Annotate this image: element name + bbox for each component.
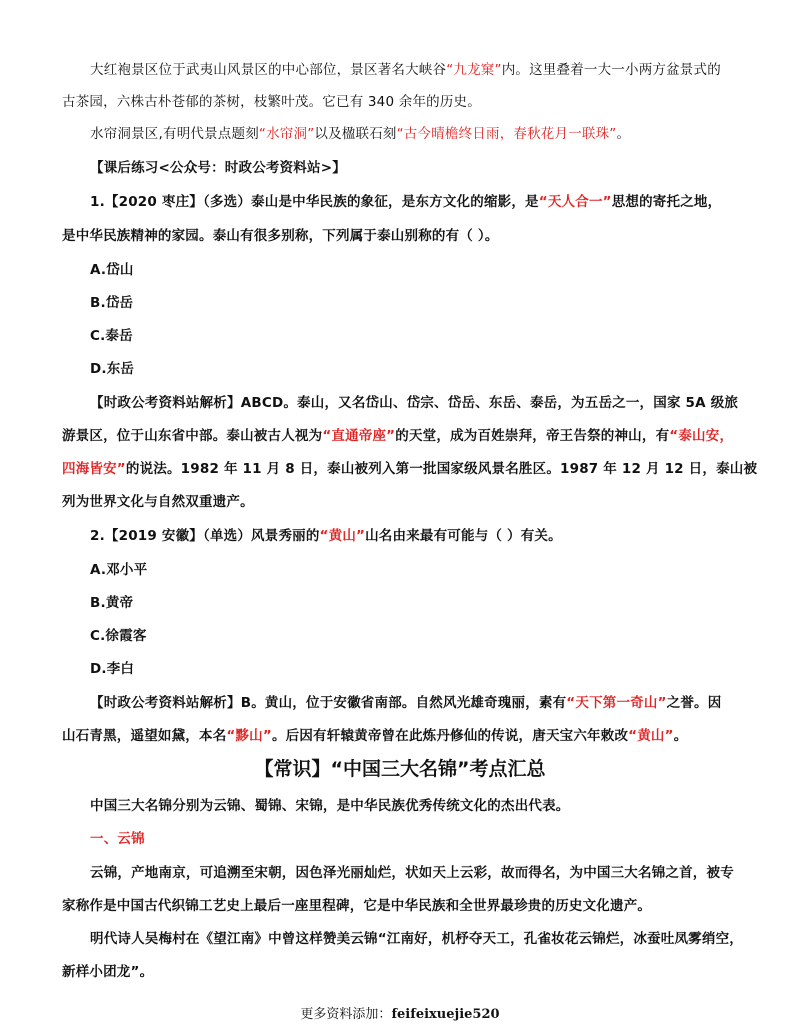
summary-paragraph (90, 796, 740, 816)
highlight-text: “泰山安， (669, 428, 734, 444)
yunjin-line-1 (90, 863, 740, 883)
question-2-line-1 (90, 526, 740, 546)
text: 游景区，位于山东省中部。泰山被古人视为 (62, 428, 323, 444)
intro-paragraph-1-line-1 (90, 60, 740, 80)
text: 一、云锦 (90, 831, 145, 847)
question-1-option-b: B.岱岳 (90, 295, 134, 311)
text: 的天堂，成为百姓崇拜，帝王告祭的神山，有 (395, 428, 670, 444)
question-2-option-c: C.徐霞客 (90, 628, 147, 644)
question-1-answer-line-2 (62, 426, 740, 446)
highlight-text: “黄山” (319, 528, 366, 544)
intro-paragraph-1-line-2 (62, 92, 740, 112)
text: 以及楹联石刻 (314, 126, 397, 142)
text: 山名由来最有可能与（ ）有关。 (365, 528, 562, 544)
question-1-option-d: D.东岳 (90, 361, 135, 377)
text: 。后因有轩辕黄帝曾在此炼丹修仙的传说，唐天宝六年敕改 (271, 728, 629, 744)
question-1-line-1 (90, 192, 740, 212)
question-1-option-c: C.泰岳 (90, 328, 133, 344)
text: 大红袍景区位于武夷山风景区的中心部位，景区著名大峡谷 (90, 62, 447, 78)
text: 之誉。因 (666, 695, 722, 711)
highlight-text: “黄山” (628, 728, 674, 744)
highlight-text: “天人合一” (538, 194, 612, 210)
text: 【课后练习<公众号：时政公考资料站>】 (90, 160, 346, 176)
question-1-line-2 (62, 226, 740, 246)
highlight-text: “九龙窠” (446, 62, 502, 78)
yunjin-line-2 (62, 896, 740, 916)
text: 【时政公考资料站解析】ABCD。泰山，又名岱山、岱宗、岱岳、东岳、泰岳，为五岳之一，国家 5A 级旅 (90, 395, 739, 411)
highlight-text: 四海皆安” (62, 461, 126, 477)
question-2-answer-line-2 (62, 726, 740, 746)
highlight-text: “直通帝座” (322, 428, 396, 444)
text: 新样小团龙”。 (62, 964, 154, 980)
intro-paragraph-2 (90, 124, 740, 144)
practice-header (90, 158, 740, 178)
text: 中国三大名锦分别为云锦、蜀锦、宋锦，是中华民族优秀传统文化的杰出代表。 (90, 798, 570, 814)
text: 列为世界文化与自然双重遗产。 (62, 494, 254, 510)
text: 。 (673, 728, 688, 744)
text: 【时政公考资料站解析】B。黄山，位于安徽省南部。自然风光雄奇瑰丽，素有 (90, 695, 567, 711)
question-1-answer-line-3 (62, 459, 758, 479)
question-2-option-a: A.邓小平 (90, 562, 148, 578)
text: 山石青黑，遥望如黛，本名 (62, 728, 227, 744)
text: 古茶园，六株古朴苍郁的茶树，枝繁叶茂。它已有 340 余年的历史。 (62, 94, 481, 110)
footer-account: feifeixuejie520 (391, 1007, 500, 1022)
text: 1.【2020 枣庄】（多选）泰山是中华民族的象征，是东方文化的缩影，是 (90, 194, 539, 210)
text: 思想的寄托之地， (611, 194, 722, 210)
text: 云锦，产地南京，可追溯至宋朝，因色泽光丽灿烂，状如天上云彩，故而得名，为中国三大名锦之首，被专 (90, 865, 734, 881)
question-1-answer-line-1 (90, 393, 740, 413)
question-2-answer-line-1 (90, 693, 740, 713)
yunjin-line-3 (90, 929, 743, 949)
text: 的说法。1982 年 11 月 8 日，泰山被列入第一批国家级风景名胜区。1987 年 12 月 12 日，泰山被 (125, 461, 758, 477)
text: 水帘洞景区,有明代景点题刻 (90, 126, 259, 142)
text: 家称作是中国古代织锦工艺史上最后一座里程碑，它是中华民族和全世界最珍贵的历史文化遗产。 (62, 898, 652, 914)
highlight-text: “天下第一奇山” (566, 695, 667, 711)
text: 2.【2019 安徽】（单选）风景秀丽的 (90, 528, 320, 544)
section-title: 【常识】“中国三大名锦”考点汇总 (254, 758, 546, 780)
text: 。 (616, 126, 631, 142)
question-1-answer-line-4 (62, 492, 740, 512)
footer-label: 更多资料添加： (300, 1007, 392, 1022)
question-2-option-d: D.李白 (90, 661, 135, 677)
highlight-text: “黟山” (226, 728, 272, 744)
text: 是中华民族精神的家园。泰山有很多别称，下列属于泰山别称的有（ ）。 (62, 228, 499, 244)
text: 明代诗人吴梅村在《望江南》中曾这样赞美云锦“江南好，机杼夺天工，孔雀妆花云锦烂，冰蚕吐凤雾绡空， (90, 931, 743, 947)
footer (0, 1006, 800, 1024)
question-2-option-b: B.黄帝 (90, 595, 134, 611)
yunjin-line-4 (62, 962, 740, 982)
highlight-text: “水帘洞” (258, 126, 315, 142)
text: 内。这里叠着一大一小两方盆景式的 (501, 62, 721, 78)
highlight-text: “古今晴檐终日雨，春秋花月一联珠” (396, 126, 617, 142)
question-1-option-a: A.岱山 (90, 262, 134, 278)
subsection-title-yunjin (90, 829, 740, 849)
